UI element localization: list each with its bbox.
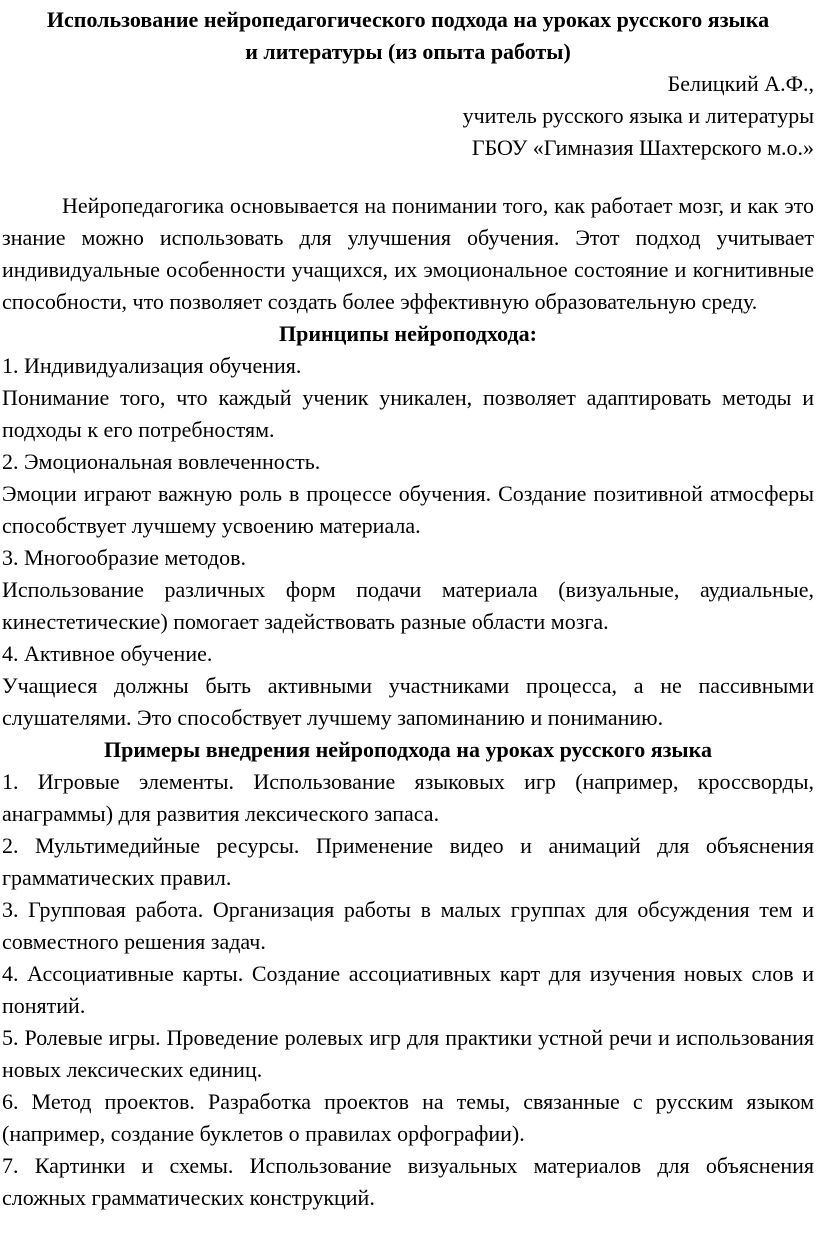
principle-1-text: Понимание того, что каждый ученик уникален, позволяет адаптировать методы и подходы к его потребностям. bbox=[2, 385, 814, 442]
principles-heading: Принципы нейроподхода: bbox=[279, 321, 537, 346]
title-line-2: и литературы (из опыта работы) bbox=[245, 39, 571, 64]
example-item-4: 4. Ассоциативные карты. Создание ассоциативных карт для изучения новых слов и понятий. bbox=[2, 961, 814, 1018]
principle-4-text: Учащиеся должны быть активными участниками процесса, а не пассивными слушателями. Это способствует лучшему запоминанию и пониманию. bbox=[2, 673, 814, 730]
examples-heading: Примеры внедрения нейроподхода на уроках русского языка bbox=[104, 737, 712, 762]
principle-1-title: 1. Индивидуализация обучения. bbox=[2, 353, 302, 378]
principle-3-text: Использование различных форм подачи материала (визуальные, аудиальные, кинестетические) помогает задействовать разные области мозга. bbox=[2, 577, 814, 634]
author-school: ГБОУ «Гимназия Шахтерского м.о.» bbox=[471, 135, 814, 160]
principle-2-text: Эмоции играют важную роль в процессе обучения. Создание позитивной атмосферы способствует лучшему усвоению материала. bbox=[2, 481, 814, 538]
example-item-2: 2. Мультимедийные ресурсы. Применение видео и анимаций для объяснения грамматических правил. bbox=[2, 833, 814, 890]
example-item-6: 6. Метод проектов. Разработка проектов на темы, связанные с русским языком (например, создание буклетов о правилах орфографии). bbox=[2, 1089, 814, 1146]
example-item-7: 7. Картинки и схемы. Использование визуальных материалов для объяснения сложных грамматических конструкций. bbox=[2, 1153, 814, 1210]
document-page bbox=[0, 4, 816, 1260]
principle-4-title: 4. Активное обучение. bbox=[2, 641, 213, 666]
author-block bbox=[2, 68, 814, 164]
author-name: Белицкий А.Ф., bbox=[667, 71, 814, 96]
document-title bbox=[2, 4, 814, 68]
title-line-1: Использование нейропедагогического подхода на уроках русского языка bbox=[46, 7, 770, 32]
example-item-5: 5. Ролевые игры. Проведение ролевых игр для практики устной речи и использования новых лексических единиц. bbox=[2, 1025, 814, 1082]
intro-paragraph: Нейропедагогика основывается на понимании того, как работает мозг, и как это знание можно использовать для улучшения обучения. Этот подход учитывает индивидуальные особенности учащихся, их эмоциональное состояние и когнитивные способности, что позволяет создать более эффективную образовательную среду. bbox=[2, 193, 814, 314]
example-item-1: 1. Игровые элементы. Использование языковых игр (например, кроссворды, анаграммы) для развития лексического запаса. bbox=[2, 769, 814, 826]
principle-2-title: 2. Эмоциональная вовлеченность. bbox=[2, 449, 321, 474]
principle-3-title: 3. Многообразие методов. bbox=[2, 545, 246, 570]
example-item-3: 3. Групповая работа. Организация работы в малых группах для обсуждения тем и совместного решения задач. bbox=[2, 897, 814, 954]
author-position: учитель русского языка и литературы bbox=[462, 103, 814, 128]
spacer bbox=[2, 164, 814, 190]
